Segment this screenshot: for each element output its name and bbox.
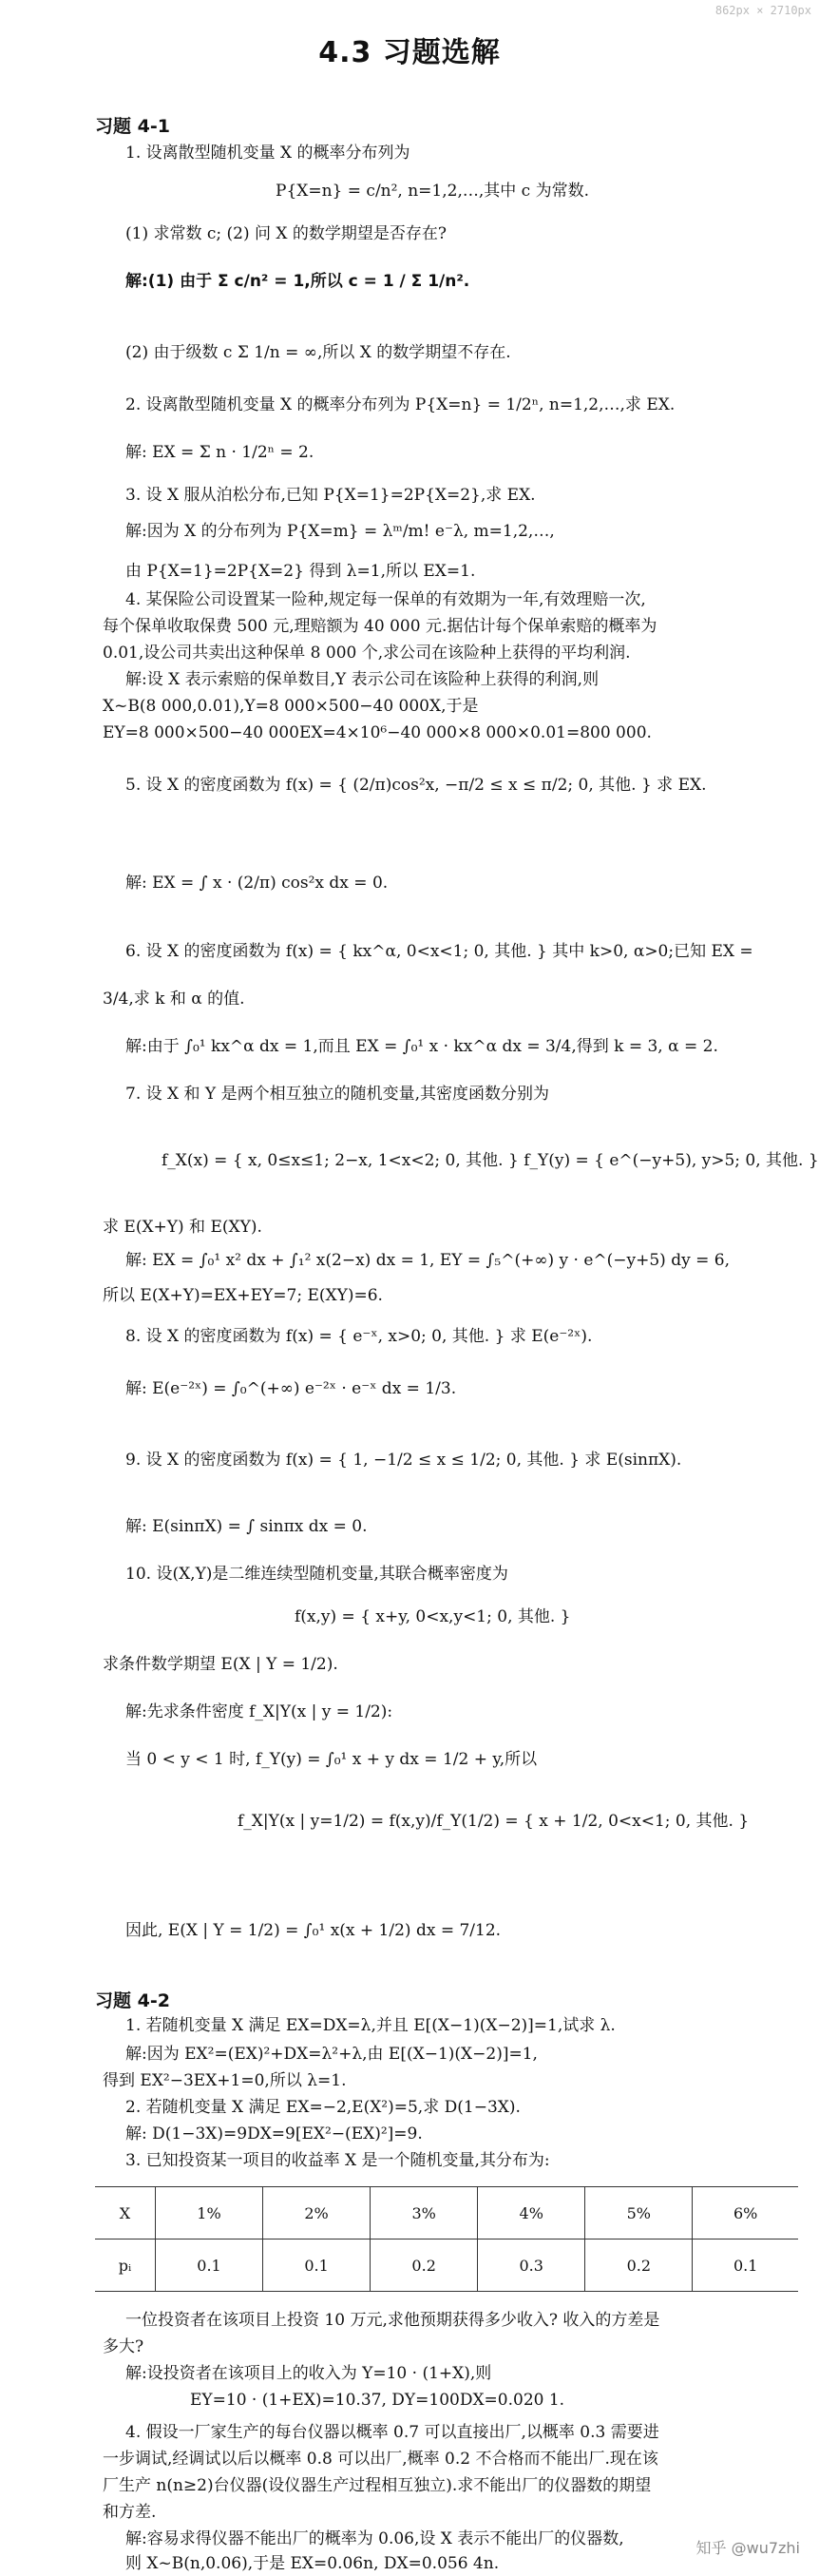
problem-line: 7. 设 X 和 Y 是两个相互独立的随机变量,其密度函数分别为 [125, 1085, 549, 1104]
problem-line: 0.01,设公司共卖出这种保单 8 000 个,求公司在该险种上获得的平均利润. [103, 644, 631, 663]
solution-line: 解:因为 X 的分布列为 P{X=m} = λᵐ/m! e⁻λ, m=1,2,…, [125, 522, 555, 541]
formula-line: P{X=n} = c/n², n=1,2,…,其中 c 为常数. [276, 182, 590, 201]
problem-line: 多大? [103, 2337, 144, 2356]
image-size-tag: 862px × 2710px [714, 4, 811, 17]
table-header-p: pᵢ [95, 2240, 155, 2292]
return-rate-table [95, 2186, 798, 2292]
watermark: 知乎 @wu7zhi [695, 2539, 800, 2557]
table-cell: 0.1 [155, 2240, 262, 2292]
problem-line: 求 E(X+Y) 和 E(XY). [103, 1218, 262, 1237]
solution-line: 解: EX = Σ n · 1/2ⁿ = 2. [125, 443, 314, 462]
table-cell: 5% [585, 2187, 693, 2240]
formula-line: f(x,y) = { x+y, 0<x,y<1; 0, 其他. } [295, 1607, 571, 1626]
page-title: 4.3 习题选解 [318, 36, 501, 69]
formula-line: f_X(x) = { x, 0≤x≤1; 2−x, 1<x<2; 0, 其他. } f_Y(y) = { e^(−y+5), y>5; 0, 其他. } [162, 1151, 819, 1170]
problem-line: 4. 假设一厂家生产的每台仪器以概率 0.7 可以直接出厂,以概率 0.3 需要进 [125, 2423, 659, 2442]
table-cell: 4% [478, 2187, 585, 2240]
problem-line: 一步调试,经调试以后以概率 0.8 可以出厂,概率 0.2 不合格而不能出厂.现在该 [103, 2450, 658, 2469]
problem-line: 4. 某保险公司设置某一险种,规定每一保单的有效期为一年,有效理赔一次, [125, 590, 646, 609]
formula-line: f_X|Y(x | y=1/2) = f(x,y)/f_Y(1/2) = { x + 1/2, 0<x<1; 0, 其他. } [238, 1812, 750, 1831]
solution-line: 当 0 < y < 1 时, f_Y(y) = ∫₀¹ x + y dx = 1/2 + y,所以 [125, 1750, 538, 1769]
solution-line: 解:先求条件密度 f_X|Y(x | y = 1/2): [125, 1702, 393, 1721]
table-cell: 1% [155, 2187, 262, 2240]
solution-line: 由 P{X=1}=2P{X=2} 得到 λ=1,所以 EX=1. [125, 562, 476, 581]
problem-line: 1. 设离散型随机变量 X 的概率分布列为 [125, 144, 410, 163]
solution-line: 解:由于 ∫₀¹ kx^α dx = 1,而且 EX = ∫₀¹ x · kx^α dx = 3/4,得到 k = 3, α = 2. [125, 1037, 718, 1056]
problem-line: 9. 设 X 的密度函数为 f(x) = { 1, −1/2 ≤ x ≤ 1/2; 0, 其他. } 求 E(sinπX). [125, 1451, 682, 1470]
problem-line: (1) 求常数 c; (2) 问 X 的数学期望是否存在? [125, 224, 448, 243]
solution-line: 解: EX = ∫₀¹ x² dx + ∫₁² x(2−x) dx = 1, EY = ∫₅^(+∞) y · e^(−y+5) dy = 6, [125, 1251, 730, 1270]
problem-line: 求条件数学期望 E(X | Y = 1/2). [103, 1655, 338, 1674]
table-cell: 2% [263, 2187, 371, 2240]
table-cell: 0.2 [585, 2240, 693, 2292]
table-row [95, 2187, 798, 2240]
table-header-x: X [95, 2187, 155, 2240]
section-heading-4-1: 习题 4-1 [95, 116, 170, 137]
solution-line: 解:(1) 由于 Σ c/n² = 1,所以 c = 1 / Σ 1/n². [125, 272, 470, 291]
problem-line: 2. 设离散型随机变量 X 的概率分布列为 P{X=n} = 1/2ⁿ, n=1,2,…,求 EX. [125, 395, 676, 414]
solution-line: 解:因为 EX²=(EX)²+DX=λ²+λ,由 E[(X−1)(X−2)]=1, [125, 2045, 538, 2064]
problem-line: 10. 设(X,Y)是二维连续型随机变量,其联合概率密度为 [125, 1565, 508, 1584]
problem-line: 每个保单收取保费 500 元,理赔额为 40 000 元.据估计每个保单索赔的概率为 [103, 617, 657, 636]
table-cell: 3% [371, 2187, 478, 2240]
solution-line: 解:设 X 表示索赔的保单数目,Y 表示公司在该险种上获得的利润,则 [125, 670, 600, 689]
solution-line: EY=10 · (1+EX)=10.37, DY=100DX=0.020 1. [190, 2391, 565, 2410]
solution-line: 则 X~B(n,0.06),于是 EX=0.06n, DX=0.056 4n. [125, 2554, 500, 2573]
problem-line: 和方差. [103, 2503, 157, 2522]
table-cell: 0.2 [371, 2240, 478, 2292]
problem-line: 5. 设 X 的密度函数为 f(x) = { (2/π)cos²x, −π/2 ≤ x ≤ π/2; 0, 其他. } 求 EX. [125, 776, 707, 795]
problem-line: 厂生产 n(n≥2)台仪器(设仪器生产过程相互独立).求不能出厂的仪器数的期望 [103, 2476, 652, 2495]
solution-line: 解:设投资者在该项目上的收入为 Y=10 · (1+X),则 [125, 2364, 492, 2383]
solution-line: 解:容易求得仪器不能出厂的概率为 0.06,设 X 表示不能出厂的仪器数, [125, 2529, 624, 2548]
problem-line: 6. 设 X 的密度函数为 f(x) = { kx^α, 0<x<1; 0, 其他. } 其中 k>0, α>0;已知 EX = [125, 942, 753, 961]
solution-line: 得到 EX²−3EX+1=0,所以 λ=1. [103, 2071, 347, 2090]
solution-line: 解: D(1−3X)=9DX=9[EX²−(EX)²]=9. [125, 2124, 423, 2143]
problem-line: 一位投资者在该项目上投资 10 万元,求他预期获得多少收入? 收入的方差是 [125, 2311, 660, 2330]
problem-line: 3. 设 X 服从泊松分布,已知 P{X=1}=2P{X=2},求 EX. [125, 486, 536, 505]
section-heading-4-2: 习题 4-2 [95, 1990, 170, 2011]
solution-line: 解: EX = ∫ x · (2/π) cos²x dx = 0. [125, 874, 389, 893]
problem-line: 2. 若随机变量 X 满足 EX=−2,E(X²)=5,求 D(1−3X). [125, 2098, 521, 2117]
solution-line: 所以 E(X+Y)=EX+EY=7; E(XY)=6. [103, 1286, 383, 1305]
problem-line: 8. 设 X 的密度函数为 f(x) = { e⁻ˣ, x>0; 0, 其他. } 求 E(e⁻²ˣ). [125, 1327, 593, 1346]
solution-line: 解: E(sinπX) = ∫ sinπx dx = 0. [125, 1517, 368, 1536]
problem-line: 3. 已知投资某一项目的收益率 X 是一个随机变量,其分布为: [125, 2151, 550, 2170]
solution-line: 解: E(e⁻²ˣ) = ∫₀^(+∞) e⁻²ˣ · e⁻ˣ dx = 1/3. [125, 1379, 457, 1398]
table-cell: 6% [693, 2187, 798, 2240]
solution-line: X~B(8 000,0.01),Y=8 000×500−40 000X,于是 [103, 697, 479, 716]
problem-line: 1. 若随机变量 X 满足 EX=DX=λ,并且 E[(X−1)(X−2)]=1,试求 λ. [125, 2016, 616, 2035]
table-cell: 0.3 [478, 2240, 585, 2292]
solution-line: (2) 由于级数 c Σ 1/n = ∞,所以 X 的数学期望不存在. [125, 343, 511, 362]
solution-line: EY=8 000×500−40 000EX=4×10⁶−40 000×8 000×0.01=800 000. [103, 723, 652, 742]
table-row [95, 2240, 798, 2292]
problem-line: 3/4,求 k 和 α 的值. [103, 990, 245, 1009]
table-cell: 0.1 [693, 2240, 798, 2292]
solution-line: 因此, E(X | Y = 1/2) = ∫₀¹ x(x + 1/2) dx = 7/12. [125, 1921, 502, 1940]
table-cell: 0.1 [263, 2240, 371, 2292]
